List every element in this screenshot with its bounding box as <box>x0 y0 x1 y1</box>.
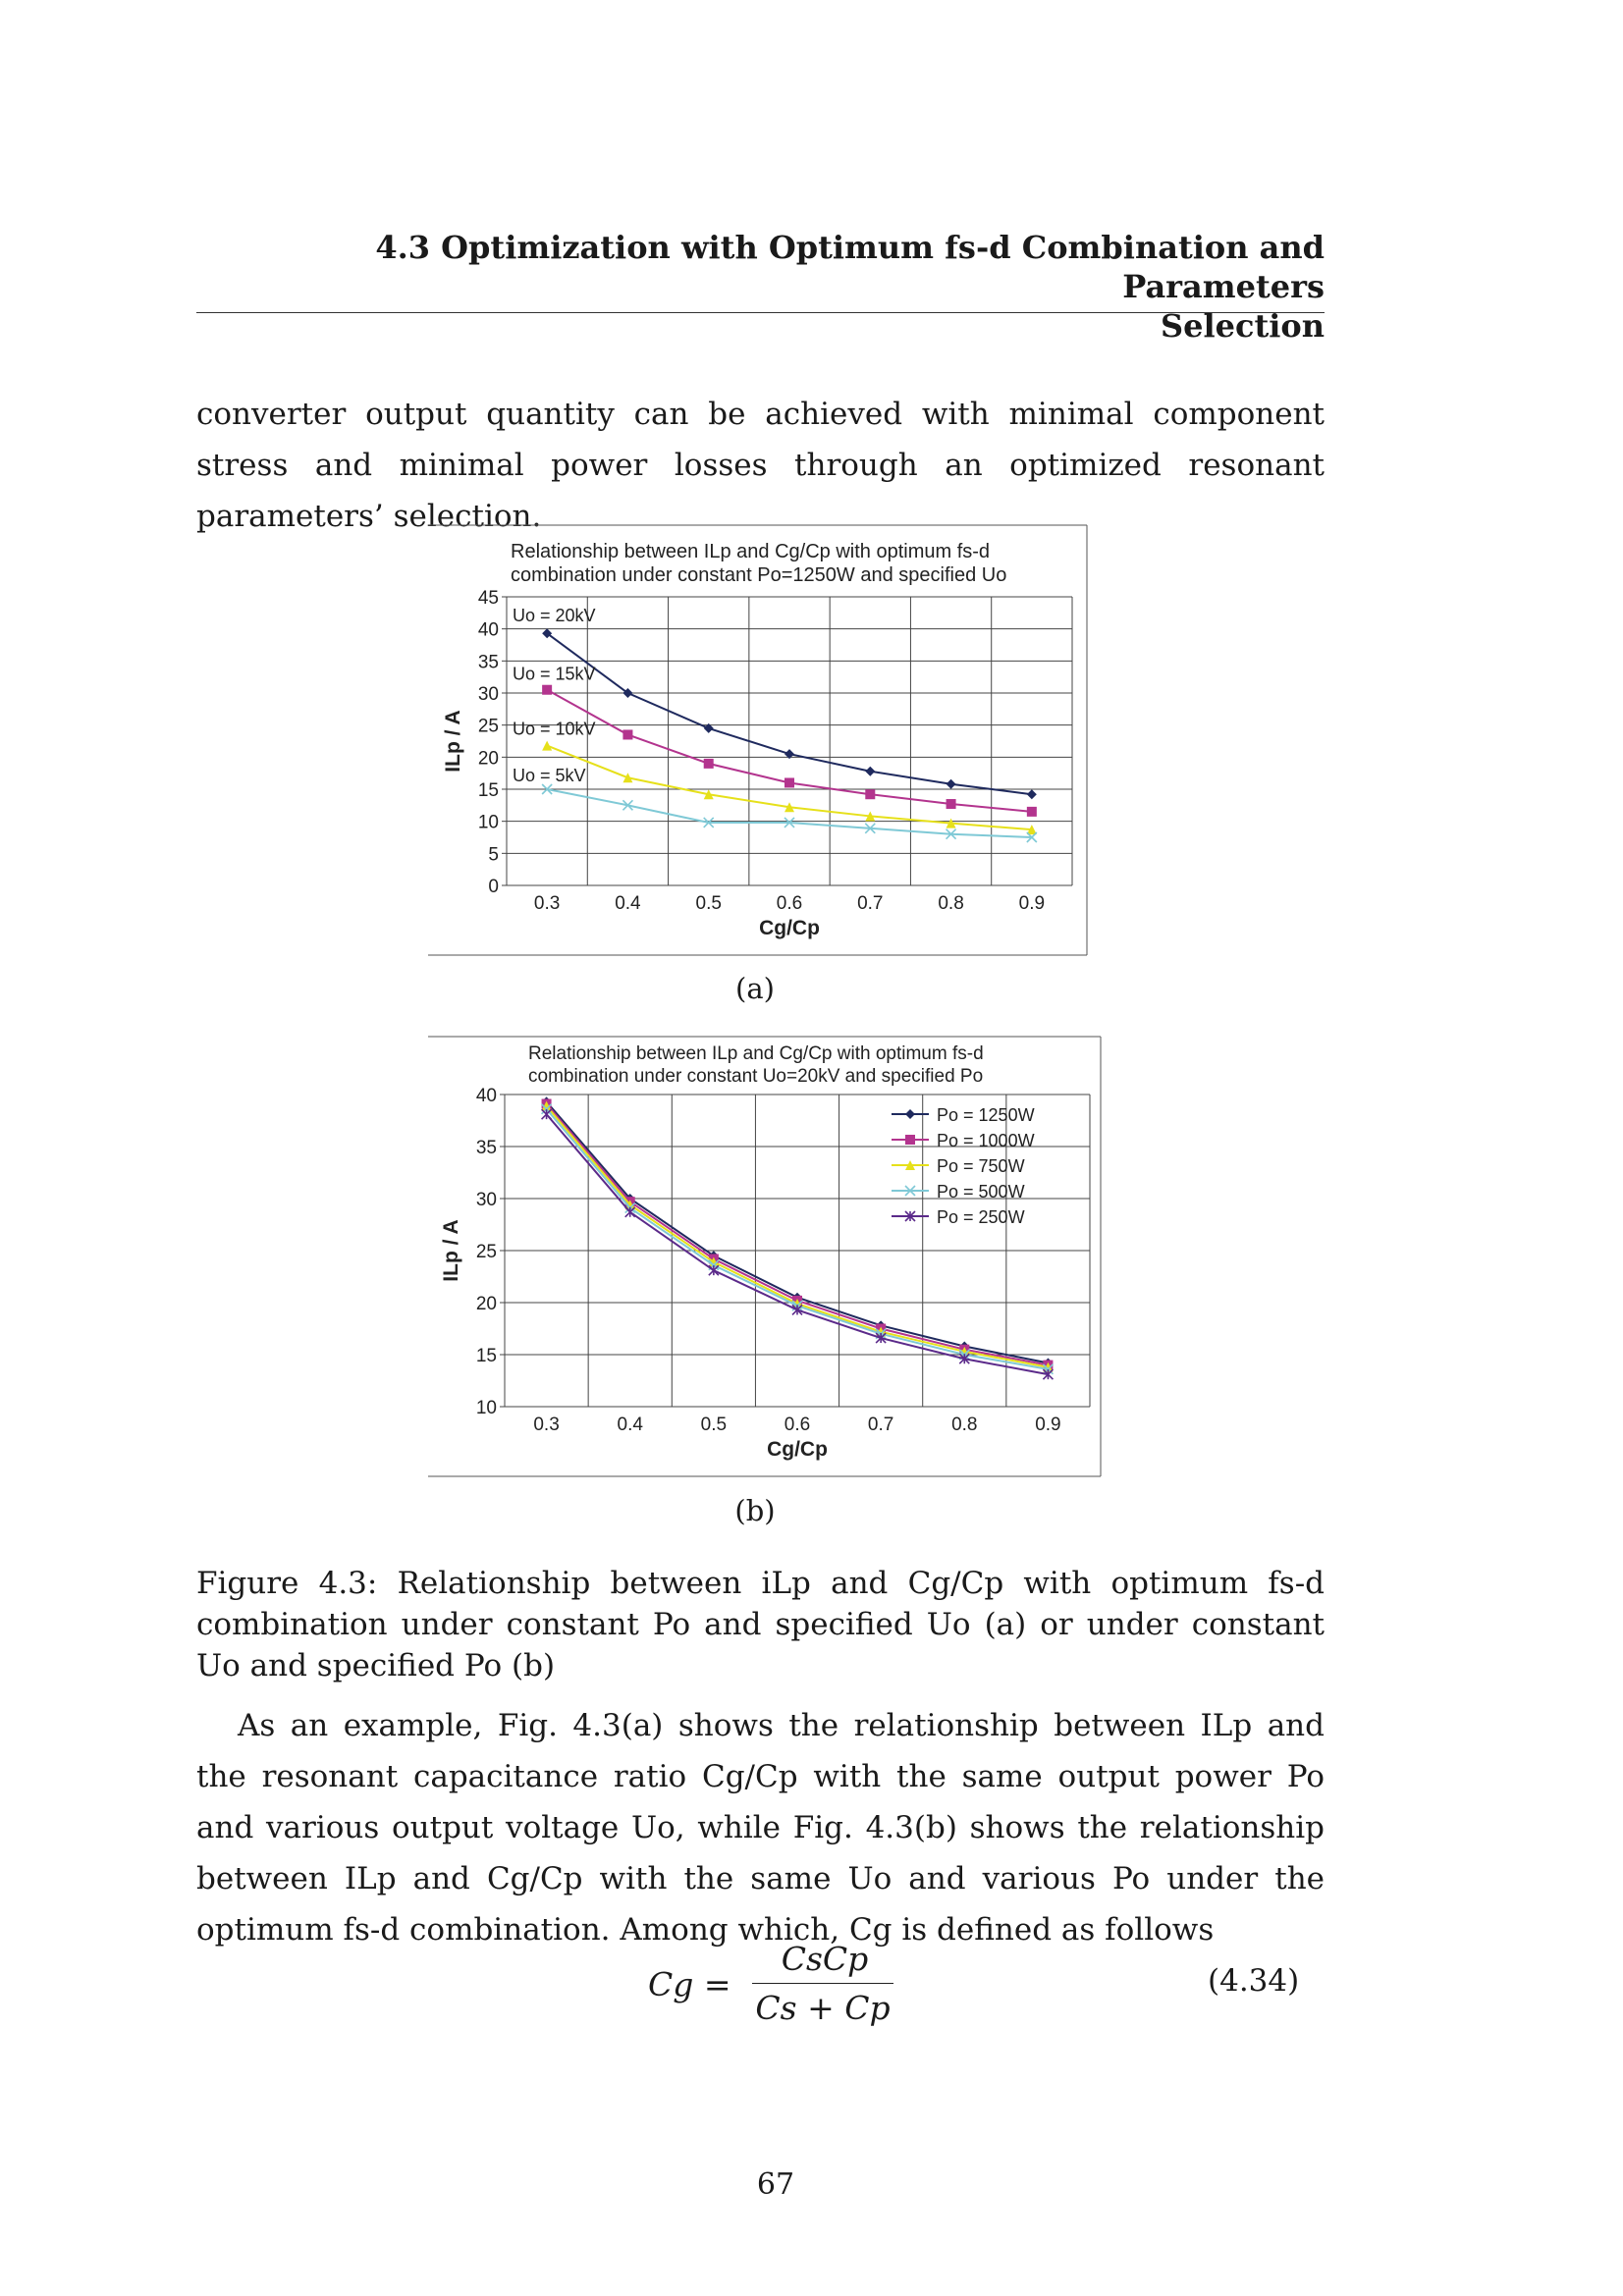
y-tick-label: 30 <box>477 684 499 705</box>
chart-b-svg <box>428 1036 1102 1477</box>
y-tick-label: 30 <box>475 1190 497 1210</box>
equation-denominator: Cs + Cp <box>755 1989 891 2027</box>
inline-series-label: Uo = 5kV <box>513 766 586 785</box>
data-point <box>542 741 552 751</box>
inline-series-label: Uo = 15kV <box>513 664 596 684</box>
subcaption-a: (a) <box>735 972 775 1005</box>
y-tick-label: 10 <box>477 812 499 833</box>
x-tick-label: 0.8 <box>938 893 964 914</box>
y-tick-label: 40 <box>477 619 499 641</box>
series-line <box>547 789 1032 837</box>
body-paragraph: As an example, Fig. 4.3(a) shows the relationship between ILp and the resonant capacitance ratio Cg/Cp with the same output power Po and various output voltage Uo, while Fig. 4.3(b) shows the relationship between ILp and Cg/Cp with the same Uo and various Po under the optimum fs-d combination. Among which, Cg is defined as follows <box>196 1708 1325 1948</box>
header-rule <box>196 312 1325 313</box>
y-tick-label: 10 <box>475 1398 497 1418</box>
y-tick-label: 20 <box>475 1294 497 1314</box>
x-tick-label: 0.5 <box>700 1415 728 1435</box>
y-tick-label: 45 <box>477 588 499 609</box>
data-point <box>709 1265 719 1275</box>
header-line-2: Selection <box>1160 307 1325 345</box>
equation-lhs: Cg = <box>648 1965 731 2003</box>
caption-label: Figure 4.3: <box>196 1566 378 1601</box>
legend-label: Po = 500W <box>937 1182 1025 1201</box>
inline-series-label: Uo = 20kV <box>513 606 596 626</box>
legend-label: Po = 250W <box>937 1207 1025 1227</box>
y-tick-label: 0 <box>488 877 499 897</box>
x-tick-label: 0.4 <box>615 893 641 914</box>
legend-label: Po = 1250W <box>937 1105 1035 1125</box>
legend-item <box>892 1131 1035 1150</box>
y-tick-label: 15 <box>475 1346 497 1366</box>
series-3 <box>542 784 1037 842</box>
legend-item <box>892 1207 1025 1227</box>
x-tick-label: 0.7 <box>857 893 884 914</box>
inline-series-label: Uo = 10kV <box>513 719 596 739</box>
x-tick-label: 0.4 <box>617 1415 643 1435</box>
legend-label: Po = 1000W <box>937 1131 1035 1150</box>
chart-title-line-2: combination under constant Uo=20kV and specified Po <box>528 1066 984 1087</box>
figure-caption <box>196 1563 1325 1686</box>
body-section <box>196 1700 1325 1955</box>
y-tick-label: 25 <box>475 1242 497 1262</box>
data-point <box>622 729 632 739</box>
subcaption-b: (b) <box>734 1494 776 1527</box>
page-number: 67 <box>756 2167 795 2202</box>
chart-title-line-1: Relationship between ILp and Cg/Cp with optimum fs-d <box>528 1043 984 1064</box>
data-point <box>947 779 956 789</box>
x-tick-label: 0.9 <box>1035 1415 1061 1435</box>
series-line <box>547 633 1032 794</box>
x-axis-label: Cg/Cp <box>759 917 820 939</box>
fraction-bar <box>752 1983 893 1984</box>
y-axis-label: ILp / A <box>440 1219 462 1282</box>
running-header <box>196 228 1325 346</box>
data-point <box>784 777 794 787</box>
data-point <box>704 759 714 769</box>
intro-paragraph: converter output quantity can be achieved with minimal component stress and minimal power losses through an optimized resonant parameters’ selection. <box>196 397 1325 534</box>
chart-title-line-1: Relationship between ILp and Cg/Cp with optimum fs-d <box>511 541 991 562</box>
legend-swatch-marker <box>905 1109 915 1119</box>
chart-a-svg <box>428 524 1088 956</box>
data-point <box>542 685 552 695</box>
equation-number: (4.34) <box>1208 1963 1300 1999</box>
legend-item <box>892 1105 1035 1125</box>
y-tick-label: 15 <box>477 780 499 801</box>
data-point <box>1027 807 1037 817</box>
y-tick-label: 35 <box>475 1138 497 1158</box>
y-tick-label: 40 <box>475 1086 497 1106</box>
chart-b <box>428 1036 1102 1477</box>
y-tick-label: 25 <box>477 716 499 737</box>
x-tick-label: 0.8 <box>951 1415 978 1435</box>
x-tick-label: 0.9 <box>1018 893 1046 914</box>
legend-swatch-marker <box>905 1135 915 1145</box>
x-tick-label: 0.5 <box>695 893 722 914</box>
x-axis-label: Cg/Cp <box>767 1438 828 1461</box>
y-tick-label: 20 <box>477 748 499 770</box>
chart-title-line-2: combination under constant Po=1250W and specified Uo <box>511 564 1007 586</box>
y-tick-label: 5 <box>488 844 499 866</box>
x-tick-label: 0.7 <box>867 1415 894 1435</box>
chart-a <box>428 524 1088 956</box>
x-tick-label: 0.3 <box>533 893 561 914</box>
x-tick-label: 0.3 <box>533 1415 560 1435</box>
header-line-1: 4.3 Optimization with Optimum fs-d Combination and Parameters <box>375 229 1325 305</box>
legend-item <box>892 1156 1025 1176</box>
caption-text: Relationship between iLp and Cg/Cp with optimum fs-d combination under constant Po and specified Uo (a) or under constant Uo and specified Po (b) <box>196 1566 1325 1683</box>
y-tick-label: 35 <box>477 652 499 673</box>
y-axis-label: ILp / A <box>442 710 464 773</box>
x-tick-label: 0.6 <box>776 893 803 914</box>
legend-label: Po = 750W <box>937 1156 1025 1176</box>
equation-4-34 <box>648 1940 903 2028</box>
equation-numerator: CsCp <box>781 1940 869 1978</box>
data-point <box>865 767 875 776</box>
data-point <box>1027 789 1037 799</box>
data-point <box>947 799 956 809</box>
data-point <box>865 789 875 799</box>
series-line <box>547 1114 1049 1374</box>
x-tick-label: 0.6 <box>784 1415 811 1435</box>
